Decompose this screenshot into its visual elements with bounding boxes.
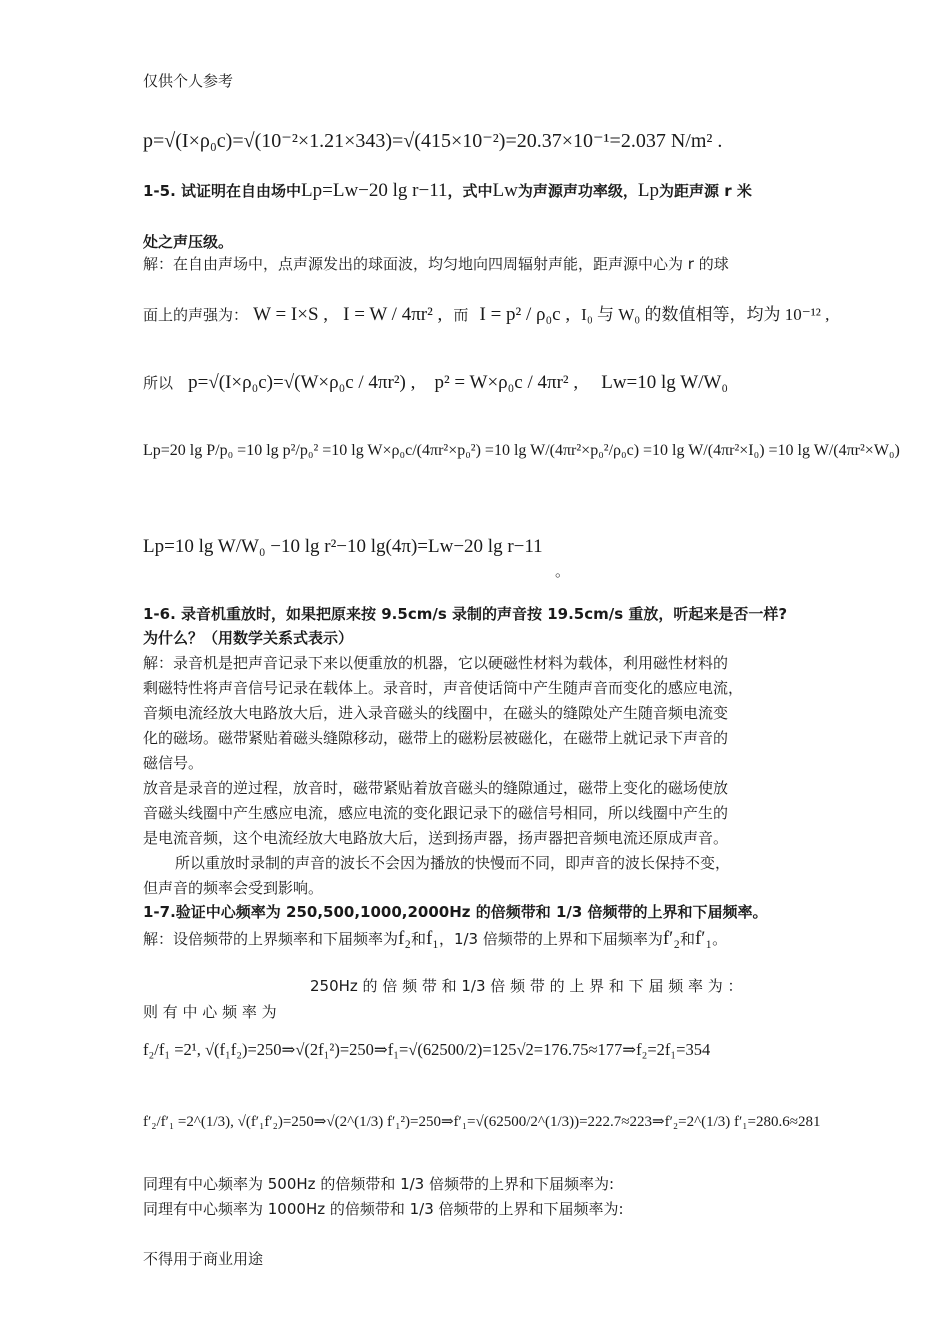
eq-end-mark: 。: [555, 562, 571, 580]
page-footer: 不得用于商业用途: [143, 1250, 264, 1268]
eq-i0: I₀ 与 W₀ 的数值相等，均为 10⁻¹² ,: [581, 305, 830, 324]
eq-p2: p² = W×ρ₀c / 4πr² ,: [434, 372, 579, 393]
answer-1-6-line: 音磁头线圈中产生感应电流，感应电流的变化跟记录下的磁信号相同，所以线圈中产生的: [143, 804, 729, 822]
a17-intro-a: 解：设倍频带的上界频率和下届频率为: [143, 930, 399, 948]
page-header: 仅供个人参考: [143, 72, 234, 90]
eq-octave-band: f₂/f₁ =2¹, √(f₁f₂)=250⇒√(2f₁²)=250⇒f₁=√(62500/2)=125√2=176.75≈177⇒f₂=2f₁=354: [143, 1040, 711, 1059]
answer-1-6-line: 所以重放时录制的声音的波长不会因为播放的快慢而不同，即声音的波长保持不变，: [175, 854, 731, 872]
eq-lp-long: Lp=20 lg P/p₀ =10 lg p²/p₀² =10 lg W×ρ₀c/(4πr²×p₀²) =10 lg W/(4πr²×p₀²/ρ₀c) =10 lg W/(4πr²×I₀) =10 lg W/(4πr²×W₀): [143, 442, 900, 459]
eq-and: 而: [453, 306, 469, 324]
answer-1-5-intensity-line: [143, 300, 829, 326]
answer-1-6-line: 剩磁特性将声音信号记录在载体上。录音时，声音使话筒中产生随声音而变化的感应电流，: [143, 679, 744, 697]
q15-text-d: 为距声源 r 米: [658, 182, 752, 200]
pressure-equation: p=√(I×ρ₀c)=√(10⁻²×1.21×343)=√(415×10⁻²)=20.37×10⁻¹=2.037 N/m² .: [143, 130, 723, 152]
eq-i2: I = p² / ρ₀c ,: [479, 304, 571, 325]
answer-1-6-line: 音频电流经放大电路放大后，进入录音磁头的线圈中，在磁头的缝隙处产生随音频电流变: [143, 704, 729, 722]
answer-1-7-1000hz: 同理有中心频率为 1000Hz 的倍频带和 1/3 倍频带的上界和下届频率为:: [143, 1200, 624, 1218]
a17-intro-b: ，1/3 倍频带的上界和下届频率为: [438, 930, 663, 948]
answer-1-7-intro: [143, 928, 727, 950]
a15-so: 所以: [143, 374, 174, 392]
answer-1-7-250hz: 250Hz 的 倍 频 带 和 1/3 倍 频 带 的 上 界 和 下 届 频 率 为 ：: [310, 977, 743, 995]
eq-p: p=√(I×ρ₀c)=√(W×ρ₀c / 4πr²) ,: [188, 372, 416, 393]
a17-f2: f₂: [398, 928, 411, 949]
a17-and: 和: [410, 930, 426, 948]
a17-f2p: f′₂: [662, 928, 680, 949]
question-1-6-line1: 1-6. 录音机重放时，如果把原来按 9.5cm/s 录制的声音按 19.5cm/s 重放，听起来是否一样?: [143, 605, 788, 623]
eq-lw: Lw=10 lg W/W₀: [601, 372, 728, 393]
q15-lp: Lp: [637, 180, 659, 201]
answer-1-6-line: 是电流音频，这个电流经放大电路放大后，送到扬声器，扬声器把音频电流还原成声音。: [143, 829, 729, 847]
eq-i1: I = W / 4πr² ,: [343, 304, 443, 325]
answer-1-6-line: 放音是录音的逆过程，放音时，磁带紧贴着放音磁头的缝隙通过，磁带上变化的磁场使放: [143, 779, 729, 797]
answer-1-6-line: 但声音的频率会受到影响。: [143, 879, 324, 897]
q15-equation: Lp=Lw−20 lg r−11: [301, 180, 448, 201]
a17-intro-end: 。: [712, 930, 728, 948]
answer-1-6-line: 化的磁场。磁带紧贴着磁头缝隙移动，磁带上的磁粉层被磁化，在磁带上就记录下声音的: [143, 729, 729, 747]
q15-text-b: ，式中: [447, 182, 493, 200]
question-1-6-line2: 为什么？（用数学关系式表示）: [143, 629, 354, 647]
a17-and2: 和: [679, 930, 695, 948]
answer-1-5-pressure-line: [143, 372, 728, 394]
a17-f1p: f′₁: [694, 928, 713, 949]
a17-f1: f₁: [425, 928, 439, 949]
answer-1-6-line: 磁信号。: [143, 754, 204, 772]
eq-w: W = I×S ,: [253, 304, 329, 325]
a15-label: 面上的声强为：: [143, 306, 249, 324]
q15-text-c: 为声源声功率级，: [517, 182, 638, 200]
q15-lw: Lw: [492, 180, 518, 201]
answer-1-6-line: 解：录音机是把声音记录下来以便重放的机器，它以硬磁性材料为载体，利用磁性材料的: [143, 654, 729, 672]
question-1-5-line2: 处之声压级。: [143, 233, 234, 251]
question-1-7: 1-7.验证中心频率为 250,500,1000,2000Hz 的倍频带和 1/3 倍频带的上界和下届频率。: [143, 903, 768, 921]
question-1-5: [143, 180, 752, 202]
answer-1-7-then: 则 有 中 心 频 率 为: [143, 1003, 277, 1021]
eq-third-octave-band: f′₂/f′₁ =2^(1/3), √(f′₁f′₂)=250⇒√(2^(1/3) f′₁²)=250⇒f′₁=√(62500/2^(1/3))=222.7≈223⇒f′₂=2^(1/3) f′₁=280.6≈281: [143, 1114, 821, 1130]
eq-lp-final: Lp=10 lg W/W₀ −10 lg r²−10 lg(4π)=Lw−20 lg r−11: [143, 536, 543, 557]
q15-text-a: 1-5. 试证明在自由场中: [143, 182, 302, 200]
answer-1-7-500hz: 同理有中心频率为 500Hz 的倍频带和 1/3 倍频带的上界和下届频率为:: [143, 1175, 615, 1193]
answer-1-5-intro: 解：在自由声场中，点声源发出的球面波，均匀地向四周辐射声能，距声源中心为 r 的球: [143, 255, 729, 273]
